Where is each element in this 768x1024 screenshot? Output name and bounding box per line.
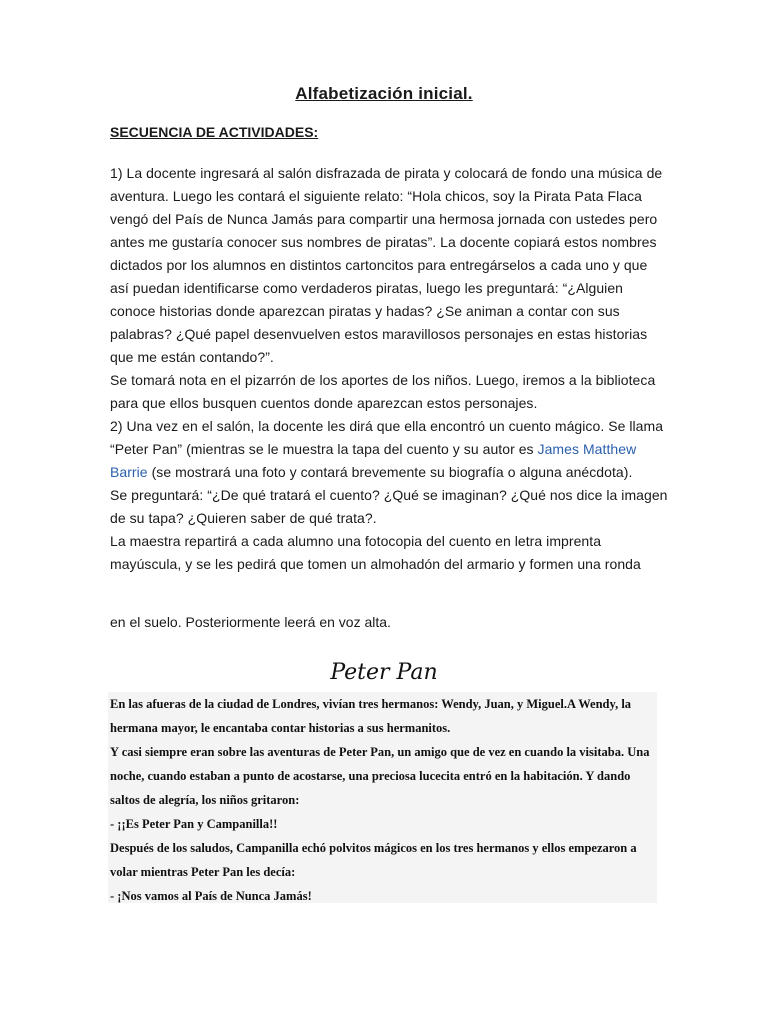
story-paragraph: Y casi siempre eran sobre las aventuras de Peter Pan, un amigo que de vez en cuando la visitaba. Una noche, cuando estaban a punto de acostarse, una preciosa lucecita entró en la habitación. Y dando saltos de alegría, los niños gritaron: — [110, 745, 650, 807]
activity-paragraph-1: 1) La docente ingresará al salón disfrazada de pirata y colocará de fondo una música de aventura. Luego les contará el siguiente relato: “Hola chicos, soy la Pirata Pata Flaca vengó del País de Nunca Jamás para compartir una hermosa jornada con ustedes pero antes me gustaría conocer sus nombres de piratas”. La docente copiará estos nombres dictados por los alumnos en distintos cartoncitos para entregárselos a cada uno y que así puedan identificarse como verdaderos piratas, luego les preguntará: “¿Alguien conoce historias donde aparezcan piratas y hadas? ¿Se animan a contar con sus palabras? ¿Qué papel desenvuelven estos maravillosos personajes en estas historias que me están contando?”. — [110, 165, 663, 365]
activity-paragraph-5: La maestra repartirá a cada alumno una fotocopia del cuento en letra imprenta mayúscula, y se les pedirá que tomen un almohadón del armario y formen una ronda — [110, 533, 641, 572]
paragraph-text: 2) Una vez en el salón, la docente les dirá que ella encontró un cuento mágico. Se llama “Peter Pan” (mientras se le muestra la tapa del cuento y su autor es — [110, 418, 664, 457]
story-paragraph: En las afueras de la ciudad de Londres, vivían tres hermanos: Wendy, Juan, y Miguel.A Wendy, la hermana mayor, le encantaba contar historias a sus hermanitos. — [110, 697, 632, 735]
author-link[interactable]: James Matthew Barrie — [110, 441, 637, 480]
story-paragraph: - ¡Nos vamos al País de Nunca Jamás! — [110, 889, 312, 903]
activity-paragraph-4: Se preguntará: “¿De qué tratará el cuento? ¿Qué se imaginan? ¿Qué nos dice la imagen de su tapa? ¿Quieren saber de qué trata?. — [110, 487, 668, 526]
story-paragraph: Después de los saludos, Campanilla echó polvitos mágicos en los tres hermanos y ellos empezaron a volar mientras Peter Pan les decía: — [110, 841, 637, 879]
paragraph-text: (se mostrará una foto y contará brevemente su biografía o alguna anécdota). — [147, 464, 633, 480]
activity-body — [110, 162, 670, 576]
story-excerpt — [108, 692, 657, 903]
section-heading: SECUENCIA DE ACTIVIDADES: — [110, 124, 319, 140]
story-title: Peter Pan — [330, 660, 438, 685]
activity-paragraph-2: Se tomará nota en el pizarrón de los aportes de los niños. Luego, iremos a la biblioteca para que ellos busquen cuentos donde aparezcan estos personajes. — [110, 372, 656, 411]
story-paragraph: - ¡¡Es Peter Pan y Campanilla!! — [110, 817, 278, 831]
document-title: Alfabetización inicial. — [295, 84, 473, 103]
activity-paragraph-6: en el suelo. Posteriormente leerá en voz alta. — [110, 614, 391, 630]
activity-paragraph-3 — [110, 415, 670, 484]
